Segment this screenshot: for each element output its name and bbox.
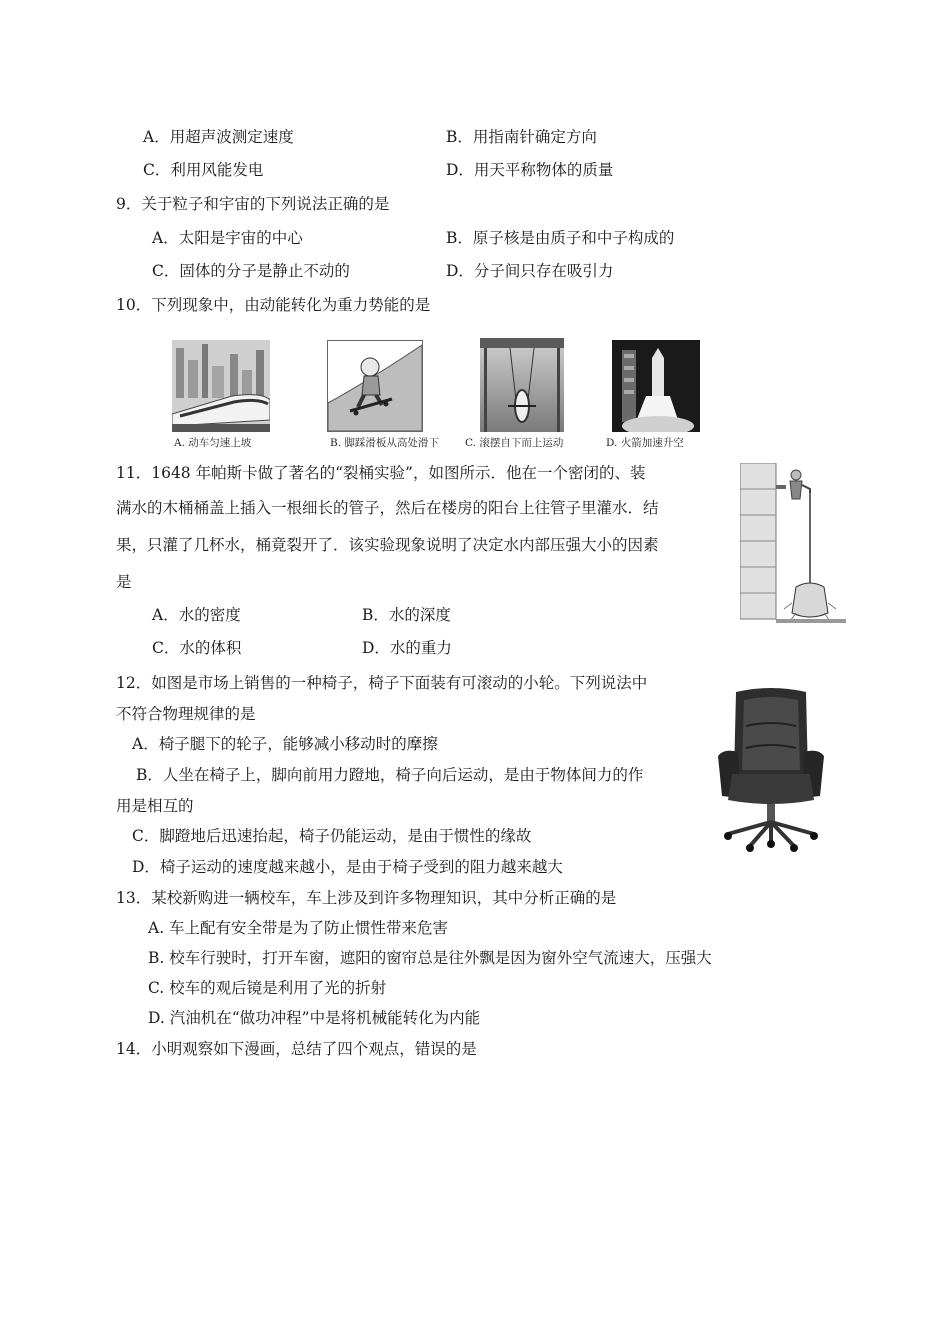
- q11-option-d: D．水的重力: [362, 639, 452, 657]
- q9-option-d: D．分子间只存在吸引力: [446, 262, 614, 280]
- q11-line-3: 果，只灌了几杯水，桶竟裂开了．该实验现象说明了决定水内部压强大小的因素: [116, 536, 659, 554]
- q12-option-b-line-2: 用是相互的: [116, 797, 194, 815]
- q10-stem: 10．下列现象中，由动能转化为重力势能的是: [116, 296, 431, 314]
- office-chair-image: [714, 686, 828, 856]
- q10-caption-b: B. 脚踩滑板从高处滑下: [330, 437, 439, 449]
- q8-option-c: C．利用风能发电: [143, 161, 264, 179]
- q8-option-b: B．用指南针确定方向: [446, 128, 597, 146]
- q11-line-2: 满水的木桶桶盖上插入一根细长的管子，然后在楼房的阳台上往管子里灌水．结: [116, 499, 659, 517]
- q12-line-2: 不符合物理规律的是: [116, 705, 256, 723]
- q9-option-b: B．原子核是由质子和中子构成的: [446, 229, 675, 247]
- q12-option-c: C．脚蹬地后迅速抬起，椅子仍能运动，是由于惯性的缘故: [132, 827, 532, 845]
- q10-caption-a: A. 动车匀速上坡: [174, 437, 252, 449]
- q14-stem: 14．小明观察如下漫画，总结了四个观点，错误的是: [116, 1040, 477, 1058]
- q9-option-a: A．太阳是宇宙的中心: [152, 229, 303, 247]
- q12-option-b-line-1: B．人坐在椅子上，脚向前用力蹬地，椅子向后运动，是由于物体间力的作: [136, 766, 644, 784]
- q9-option-c: C．固体的分子是静止不动的: [152, 262, 350, 280]
- q11-line-4: 是: [116, 573, 132, 591]
- q10-caption-c: C. 滚摆自下而上运动: [465, 437, 564, 449]
- q8-option-a: A．用超声波测定速度: [143, 128, 294, 146]
- q10-caption-d: D. 火箭加速升空: [606, 437, 684, 449]
- q9-stem: 9．关于粒子和宇宙的下列说法正确的是: [116, 195, 390, 213]
- q12-line-1: 12．如图是市场上销售的一种椅子，椅子下面装有可滚动的小轮。下列说法中: [116, 674, 648, 692]
- barrel-experiment-image: [740, 463, 846, 631]
- q11-option-b: B．水的深度: [362, 606, 451, 624]
- skateboarder-image: [327, 340, 423, 432]
- q13-option-a: A. 车上配有安全带是为了防止惯性带来危害: [148, 919, 449, 937]
- q13-option-b: B. 校车行驶时，打开车窗，遮阳的窗帘总是往外飘是因为窗外空气流速大，压强大: [148, 949, 712, 967]
- rolling-pendulum-image: [480, 338, 564, 432]
- q12-option-a: A．椅子腿下的轮子，能够减小移动时的摩擦: [132, 735, 438, 753]
- q13-option-c: C. 校车的观后镜是利用了光的折射: [148, 979, 387, 997]
- q13-stem: 13．某校新购进一辆校车，车上涉及到许多物理知识，其中分析正确的是: [116, 889, 617, 907]
- q12-option-d: D．椅子运动的速度越来越小，是由于椅子受到的阻力越来越大: [132, 858, 563, 876]
- bullet-train-image: [172, 340, 270, 432]
- q8-option-d: D．用天平称物体的质量: [446, 161, 614, 179]
- rocket-launch-image: [612, 340, 700, 432]
- q13-option-d: D. 汽油机在“做功冲程”中是将机械能转化为内能: [148, 1009, 481, 1027]
- q11-line-1: 11．1648 年帕斯卡做了著名的“裂桶实验”，如图所示．他在一个密闭的、装: [116, 464, 646, 482]
- q11-option-a: A．水的密度: [152, 606, 241, 624]
- q11-option-c: C．水的体积: [152, 639, 242, 657]
